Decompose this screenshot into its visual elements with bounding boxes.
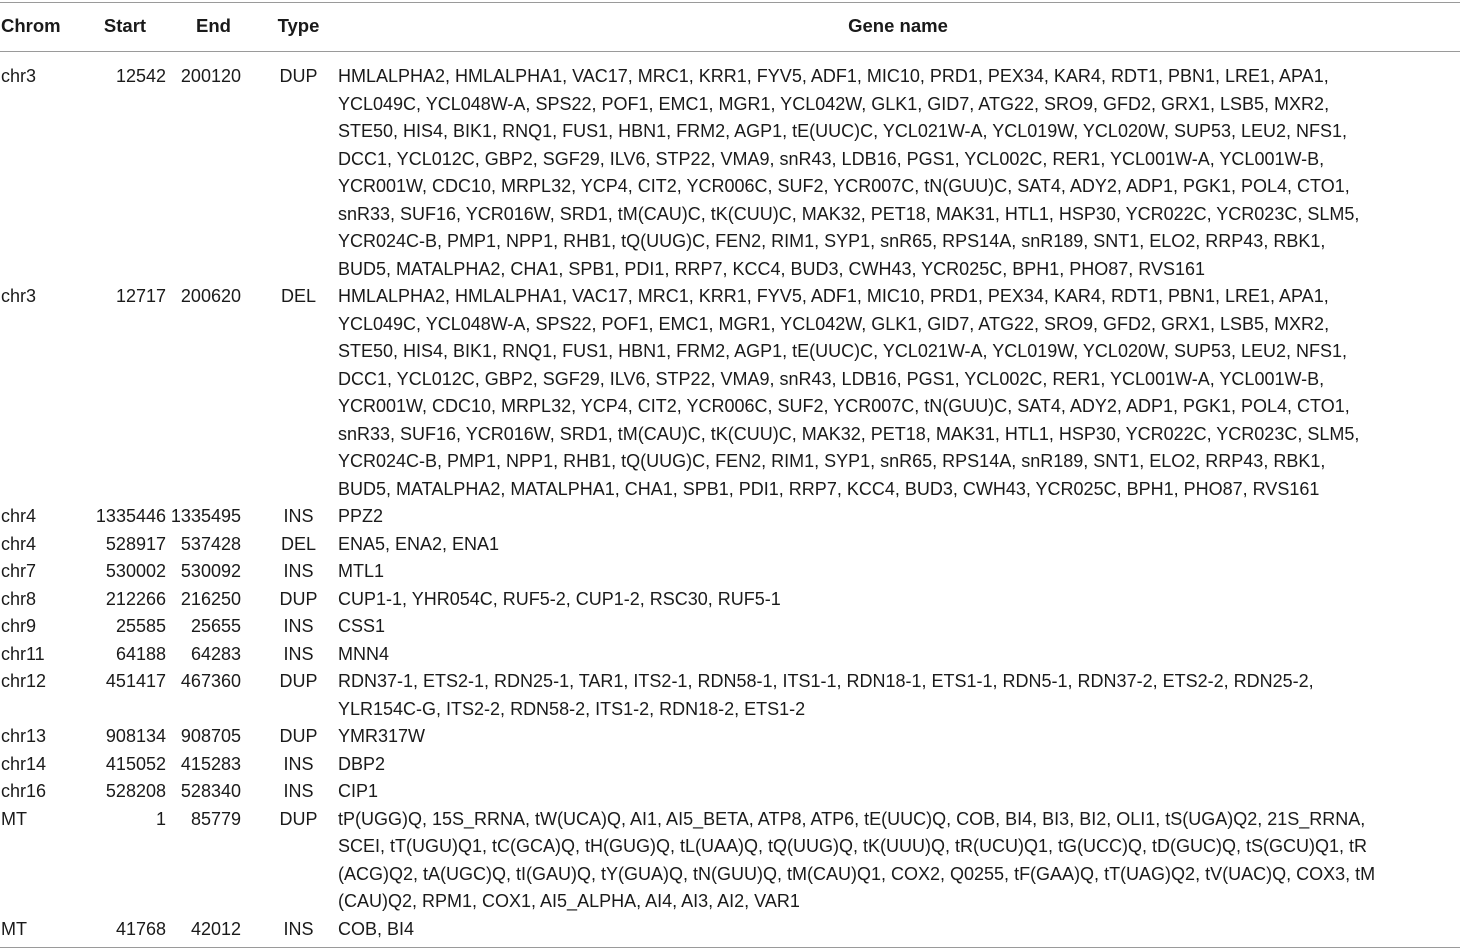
type-cell: INS [283,918,314,939]
header-gene-name: Gene name [848,15,948,36]
end-cell: 85779 [190,808,241,829]
header-type: Type [277,15,320,36]
type-cell: DEL [280,533,316,554]
table-row [0,668,1460,723]
gene-names-line: YCL049C, YCL048W-A, SPS22, POF1, EMC1, MGR1, YCL042W, GLK1, GID7, ATG22, SRO9, GFD2, GRX1, LSB5, MXR2, [338,93,1330,114]
end-cell: 528340 [180,781,241,801]
chrom-cell: chr3 [1,66,37,86]
table-row [0,558,1460,586]
end-cell: 908705 [180,726,241,746]
bottom-rule [0,947,1460,948]
gene-names-line: snR33, SUF16, YCR016W, SRD1, tM(CAU)C, tK(CUU)C, MAK32, PET18, MAK31, HTL1, HSP30, YCR022C, YCR023C, SLM5, [338,423,1360,444]
chrom-cell: chr3 [1,286,37,306]
gene-names-line: BUD5, MATALPHA2, MATALPHA1, CHA1, SPB1, PDI1, RRP7, KCC4, BUD3, CWH43, YCR025C, BPH1, PHO87, RVS161 [338,478,1320,499]
table-row [0,916,1460,944]
gene-names-cell [336,751,1460,779]
gene-names-line: COB, BI4 [338,918,415,939]
gene-names-line: STE50, HIS4, BIK1, RNQ1, FUS1, HBN1, FRM2, AGP1, tE(UUC)C, YCL021W-A, YCL019W, YCL020W, SUP53, LEU2, NFS1, [338,341,1348,361]
table-row [0,52,1460,283]
gene-names-line: tP(UGG)Q, 15S_RRNA, tW(UCA)Q, AI1, AI5_BETA, ATP8, ATP6, tE(UUC)Q, COB, BI4, BI3, BI2, OLI1, tS(UGA)Q2, 21S_RRNA, [338,808,1366,829]
type-cell: INS [283,506,314,526]
end-cell: 42012 [190,918,241,939]
end-cell: 530092 [180,561,241,581]
chrom-cell: chr7 [1,561,37,581]
chrom-cell: chr9 [1,616,37,636]
end-cell: 537428 [180,533,241,554]
table-row [0,806,1460,916]
table-row [0,586,1460,614]
gene-names-cell [336,586,1460,614]
start-cell: 530002 [105,561,166,581]
chrom-cell: chr16 [1,781,47,801]
gene-names-cell [336,641,1460,669]
start-cell: 415052 [105,753,166,774]
gene-names-line: STE50, HIS4, BIK1, RNQ1, FUS1, HBN1, FRM2, AGP1, tE(UUC)C, YCL021W-A, YCL019W, YCL020W, SUP53, LEU2, NFS1, [338,121,1348,141]
start-cell: 528917 [105,533,166,554]
chrom-cell: chr4 [1,533,37,554]
gene-names-line: YLR154C-G, ITS2-2, RDN58-2, ITS1-2, RDN18-2, ETS1-2 [338,698,806,719]
header-end: End [196,15,231,36]
start-cell: 25585 [115,616,166,636]
gene-names-line: ENA5, ENA2, ENA1 [338,533,500,554]
gene-names-cell [336,531,1460,559]
end-cell: 200620 [180,286,241,306]
table-row [0,531,1460,559]
table-row [0,751,1460,779]
chrom-cell: chr12 [1,671,47,691]
gene-names-line: MTL1 [338,561,385,581]
table-row [0,641,1460,669]
gene-names-line: PPZ2 [338,506,384,526]
gene-names-line: BUD5, MATALPHA2, CHA1, SPB1, PDI1, RRP7, KCC4, BUD3, CWH43, YCR025C, BPH1, PHO87, RVS161 [338,258,1205,279]
gene-names-line: RDN37-1, ETS2-1, RDN25-1, TAR1, ITS2-1, RDN58-1, ITS1-1, RDN18-1, ETS1-1, RDN5-1, RDN37-2, ETS2-2, RDN25-2, [338,671,1314,691]
type-cell: INS [283,561,314,581]
gene-names-line: DCC1, YCL012C, GBP2, SGF29, ILV6, STP22, VMA9, snR43, LDB16, PGS1, YCL002C, RER1, YCL001W-A, YCL001W-B, [338,148,1325,169]
chrom-cell: chr14 [1,753,47,774]
end-cell: 415283 [180,753,241,774]
type-cell: DUP [279,588,318,609]
gene-names-cell [336,806,1460,916]
type-cell: DUP [279,671,318,691]
gene-names-line: (CAU)Q2, RPM1, COX1, AI5_ALPHA, AI4, AI3, AI2, VAR1 [338,891,800,911]
gene-names-line: CUP1-1, YHR054C, RUF5-2, CUP1-2, RSC30, RUF5-1 [338,588,781,609]
chrom-cell: chr4 [1,506,37,526]
table-row [0,613,1460,641]
end-cell: 467360 [180,671,241,691]
chrom-cell: chr11 [1,643,45,664]
start-cell: 41768 [115,918,166,939]
end-cell: 25655 [190,616,241,636]
start-cell: 528208 [105,781,166,801]
table-row [0,778,1460,806]
gene-names-line: HMLALPHA2, HMLALPHA1, VAC17, MRC1, KRR1, FYV5, ADF1, MIC10, PRD1, PEX34, KAR4, RDT1, PBN1, LRE1, APA1, [338,286,1329,306]
gene-names-line: YCR001W, CDC10, MRPL32, YCP4, CIT2, YCR006C, SUF2, YCR007C, tN(GUU)C, SAT4, ADY2, ADP1, PGK1, POL4, CTO1, [338,176,1350,196]
start-cell: 451417 [105,671,166,691]
gene-names-line: snR33, SUF16, YCR016W, SRD1, tM(CAU)C, tK(CUU)C, MAK32, PET18, MAK31, HTL1, HSP30, YCR022C, YCR023C, SLM5, [338,203,1360,224]
type-cell: DUP [279,66,318,86]
start-cell: 1 [155,808,166,829]
gene-names-cell [336,52,1460,283]
gene-names-line: SCEI, tT(UGU)Q1, tC(GCA)Q, tH(GUG)Q, tL(UAA)Q, tQ(UUG)Q, tK(UUU)Q, tR(UCU)Q1, tG(UCC)Q, tD(GUC)Q, tS(GCU)Q1, tR [338,836,1367,856]
chrom-cell: MT [1,808,27,829]
chrom-cell: MT [1,918,27,939]
start-cell: 64188 [115,643,166,664]
type-cell: INS [283,753,314,774]
table-body [0,52,1460,943]
type-cell: DUP [279,808,318,829]
header-chrom: Chrom [1,15,61,36]
gene-names-line: MNN4 [338,643,390,664]
gene-names-cell [336,778,1460,806]
gene-names-cell [336,283,1460,503]
type-cell: DEL [280,286,316,306]
type-cell: INS [283,781,314,801]
table-row [0,723,1460,751]
gene-names-cell [336,916,1460,944]
gene-names-line: YCR024C-B, PMP1, NPP1, RHB1, tQ(UUG)C, FEN2, RIM1, SYP1, snR65, RPS14A, snR189, SNT1, ELO2, RRP43, RBK1, [338,451,1326,471]
end-cell: 1335495 [170,506,241,526]
gene-names-cell [336,503,1460,531]
gene-names-cell [336,558,1460,586]
gene-names-cell [336,668,1460,723]
gene-names-line: YCR024C-B, PMP1, NPP1, RHB1, tQ(UUG)C, FEN2, RIM1, SYP1, snR65, RPS14A, snR189, SNT1, ELO2, RRP43, RBK1, [338,231,1326,251]
start-cell: 12542 [115,66,166,86]
gene-names-line: CSS1 [338,616,386,636]
start-cell: 1335446 [95,506,166,526]
gene-names-line: DBP2 [338,753,386,774]
gene-names-line: YMR317W [338,726,426,746]
end-cell: 216250 [180,588,241,609]
gene-names-line: (ACG)Q2, tA(UGC)Q, tI(GAU)Q, tY(GUA)Q, tN(GUU)Q, tM(CAU)Q1, COX2, Q0255, tF(GAA)Q, tT(UAG)Q2, tV(UAC)Q, COX3, tM [338,863,1376,884]
type-cell: INS [283,643,314,664]
gene-names-line: CIP1 [338,781,379,801]
start-cell: 212266 [105,588,166,609]
chrom-cell: chr8 [1,588,37,609]
gene-names-line: DCC1, YCL012C, GBP2, SGF29, ILV6, STP22, VMA9, snR43, LDB16, PGS1, YCL002C, RER1, YCL001W-A, YCL001W-B, [338,368,1325,389]
end-cell: 200120 [180,66,241,86]
gene-names-line: YCR001W, CDC10, MRPL32, YCP4, CIT2, YCR006C, SUF2, YCR007C, tN(GUU)C, SAT4, ADY2, ADP1, PGK1, POL4, CTO1, [338,396,1350,416]
gene-names-line: HMLALPHA2, HMLALPHA1, VAC17, MRC1, KRR1, FYV5, ADF1, MIC10, PRD1, PEX34, KAR4, RDT1, PBN1, LRE1, APA1, [338,66,1329,86]
table-row [0,283,1460,503]
type-cell: DUP [279,726,318,746]
chrom-cell: chr13 [1,726,47,746]
gene-names-line: YCL049C, YCL048W-A, SPS22, POF1, EMC1, MGR1, YCL042W, GLK1, GID7, ATG22, SRO9, GFD2, GRX1, LSB5, MXR2, [338,313,1330,334]
start-cell: 12717 [115,286,166,306]
header-start: Start [103,15,147,36]
end-cell: 64283 [190,643,241,664]
type-cell: INS [283,616,314,636]
gene-names-cell [336,613,1460,641]
gene-names-cell [336,723,1460,751]
start-cell: 908134 [105,726,166,746]
table-header [0,0,1460,52]
table-row [0,503,1460,531]
